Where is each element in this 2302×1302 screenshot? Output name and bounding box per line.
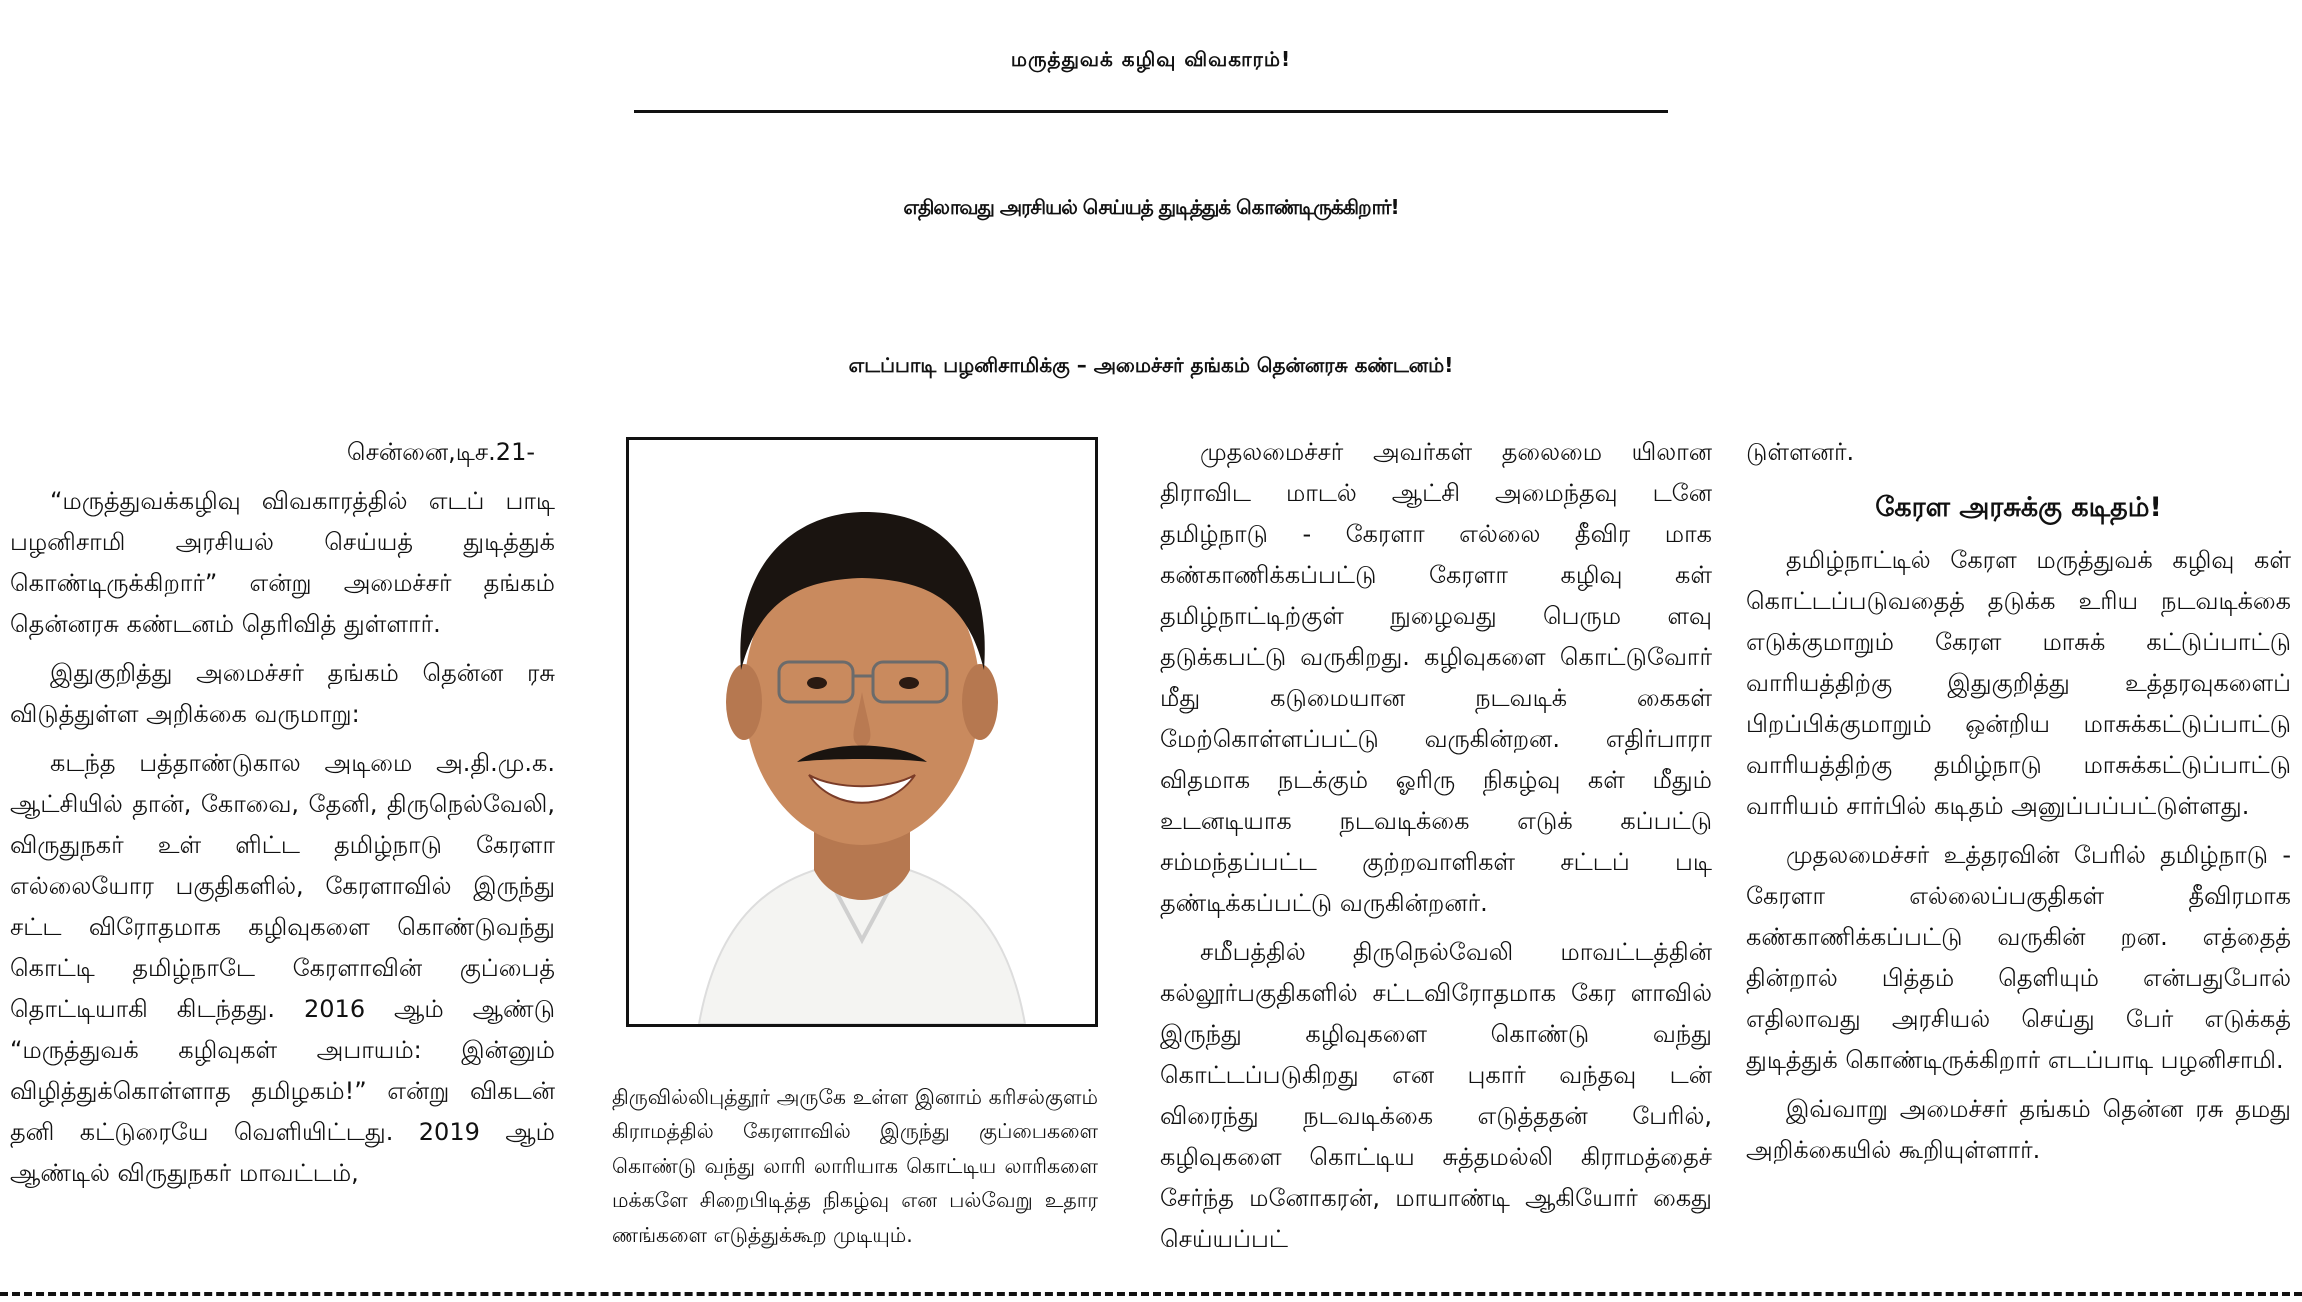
article-column-1 — [10, 432, 555, 1202]
paragraph: திருவில்லிபுத்தூர் அருகே உள்ள இனாம் கரிசல்குளம் கிராமத்தில் கேரளாவில் இருந்து குப்பைகளை கொண்டு வந்து லாரி லாரியாக கொட்டிய லாரிகளை மக்களே சிறைபிடித்த நிகழ்வு என பல்வேறு உதார ணங்களை எடுத்துக்கூற முடியும். — [612, 1085, 1098, 1247]
article-column-4 — [1746, 432, 2291, 1179]
article-column-3 — [1160, 432, 1712, 1268]
portrait-illustration — [629, 440, 1095, 1024]
paragraph: முதலமைச்சர் அவர்கள் தலைமை யிலான திராவிட மாடல் ஆட்சி அமைந்தவு டனே தமிழ்நாடு - கேரளா எல்லை தீவிர மாக கண்காணிக்கப்பட்டு கேரளா கழிவு கள் தமிழ்நாட்டிற்குள் நுழைவது பெரும ளவு தடுக்கபட்டு வருகிறது. கழிவுகளை கொட்டுவோர் மீது கடுமையான நடவடிக் கைகள் மேற்கொள்ளப்பட்டு வருகின்றன. எதிர்பாரா விதமாக நடக்கும் ஓரிரு நிகழ்வு கள் மீதும் உடனடியாக நடவடிக்கை எடுக் கப்பட்டு சம்மந்தப்பட்ட குற்றவாளிகள் சட்டப் படி தண்டிக்கப்பட்டு வருகின்றனர். — [1160, 438, 1712, 917]
paragraph: இவ்வாறு அமைச்சர் தங்கம் தென்ன ரசு தமது அறிக்கையில் கூறியுள்ளார். — [1746, 1095, 2291, 1164]
paragraph: தமிழ்நாட்டில் கேரள மருத்துவக் கழிவு கள் கொட்டப்படுவதைத் தடுக்க உரிய நடவடிக்கை எடுக்குமாறும் கேரள மாசுக் கட்டுப்பாட்டு வாரியத்திற்கு இதுகுறித்து உத்தரவுகளைப் பிறப்பிக்குமாறும் ஒன்றிய மாசுக்கட்டுப்பாட்டு வாரியத்திற்கு தமிழ்நாடு மாசுக்கட்டுப்பாட்டு வாரியம் சார்பில் கடிதம் அனுப்பப்பட்டுள்ளது. — [1746, 546, 2291, 820]
section-subheading: கேரள அரசுக்கு கடிதம்! — [1875, 492, 2162, 523]
subheadline: எடப்பாடி பழனிசாமிக்கு – அமைச்சர் தங்கம் தென்னரசு கண்டனம்! — [848, 353, 1454, 377]
dateline: சென்னை,டிச.21- — [346, 438, 535, 466]
minister-photo — [626, 437, 1098, 1027]
bottom-dashed-rule — [0, 1292, 2302, 1296]
paragraph: “மருத்துவக்கழிவு விவகாரத்தில் எடப் பாடி பழனிசாமி அரசியல் செய்யத் துடித்துக் கொண்டிருக்கிறார்” என்று அமைச்சர் தங்கம் தென்னரசு கண்டனம் தெரிவித் துள்ளார். — [10, 487, 555, 638]
paragraph: முதலமைச்சர் உத்தரவின் பேரில் தமிழ்நாடு - கேரளா எல்லைப்பகுதிகள் தீவிரமாக கண்காணிக்கப்பட்டு வருகின் றன. எத்தைத் தின்றால் பித்தம் தெளியும் என்பதுபோல் எதிலாவது அரசியல் செய்து பேர் எடுக்கத் துடித்துக் கொண்டிருக்கிறார் எடப்பாடி பழனிசாமி. — [1746, 841, 2291, 1074]
paragraph: கடந்த பத்தாண்டுகால அடிமை அ.தி.மு.க. ஆட்சியில் தான், கோவை, தேனி, திருநெல்வேலி, விருதுநகர் உள் ளிட்ட தமிழ்நாடு கேரளா எல்லையோர பகுதிகளில், கேரளாவில் இருந்து சட்ட விரோதமாக கழிவுகளை கொண்டுவந்து கொட்டி தமிழ்நாடே கேரளாவின் குப்பைத் தொட்டியாகி கிடந்தது. 2016 ஆம் ஆண்டு “மருத்துவக் கழிவுகள் அபாயம்: இன்னும் விழித்துக்கொள்ளாத தமிழகம்!” என்று விகடன் தனி கட்டுரையே வெளியிட்டது. 2019 ஆம் ஆண்டில் விருதுநகர் மாவட்டம், — [10, 749, 555, 1187]
paragraph: சமீபத்தில் திருநெல்வேலி மாவட்டத்தின் கல்லூர்பகுதிகளில் சட்டவிரோதமாக கேர ளாவில் இருந்து கழிவுகளை கொண்டு வந்து கொட்டப்படுகிறது என புகார் வந்தவு டன் விரைந்து நடவடிக்கை எடுத்ததன் பேரில், கழிவுகளை கொட்டிய சுத்தமல்லி கிராமத்தைச் சேர்ந்த மனோகரன், மாயாண்டி ஆகியோர் கைது செய்யப்பட் — [1160, 938, 1712, 1253]
kicker-underline — [634, 110, 1668, 113]
paragraph: டுள்ளனர். — [1746, 438, 1855, 466]
paragraph: இதுகுறித்து அமைச்சர் தங்கம் தென்ன ரசு விடுத்துள்ள அறிக்கை வருமாறு: — [10, 659, 555, 728]
headline: எதிலாவது அரசியல் செய்யத் துடித்துக் கொண்டிருக்கிறார்! — [903, 195, 1399, 219]
kicker-title: மருத்துவக் கழிவு விவகாரம்! — [1010, 47, 1292, 71]
article-column-2 — [612, 1080, 1098, 1260]
